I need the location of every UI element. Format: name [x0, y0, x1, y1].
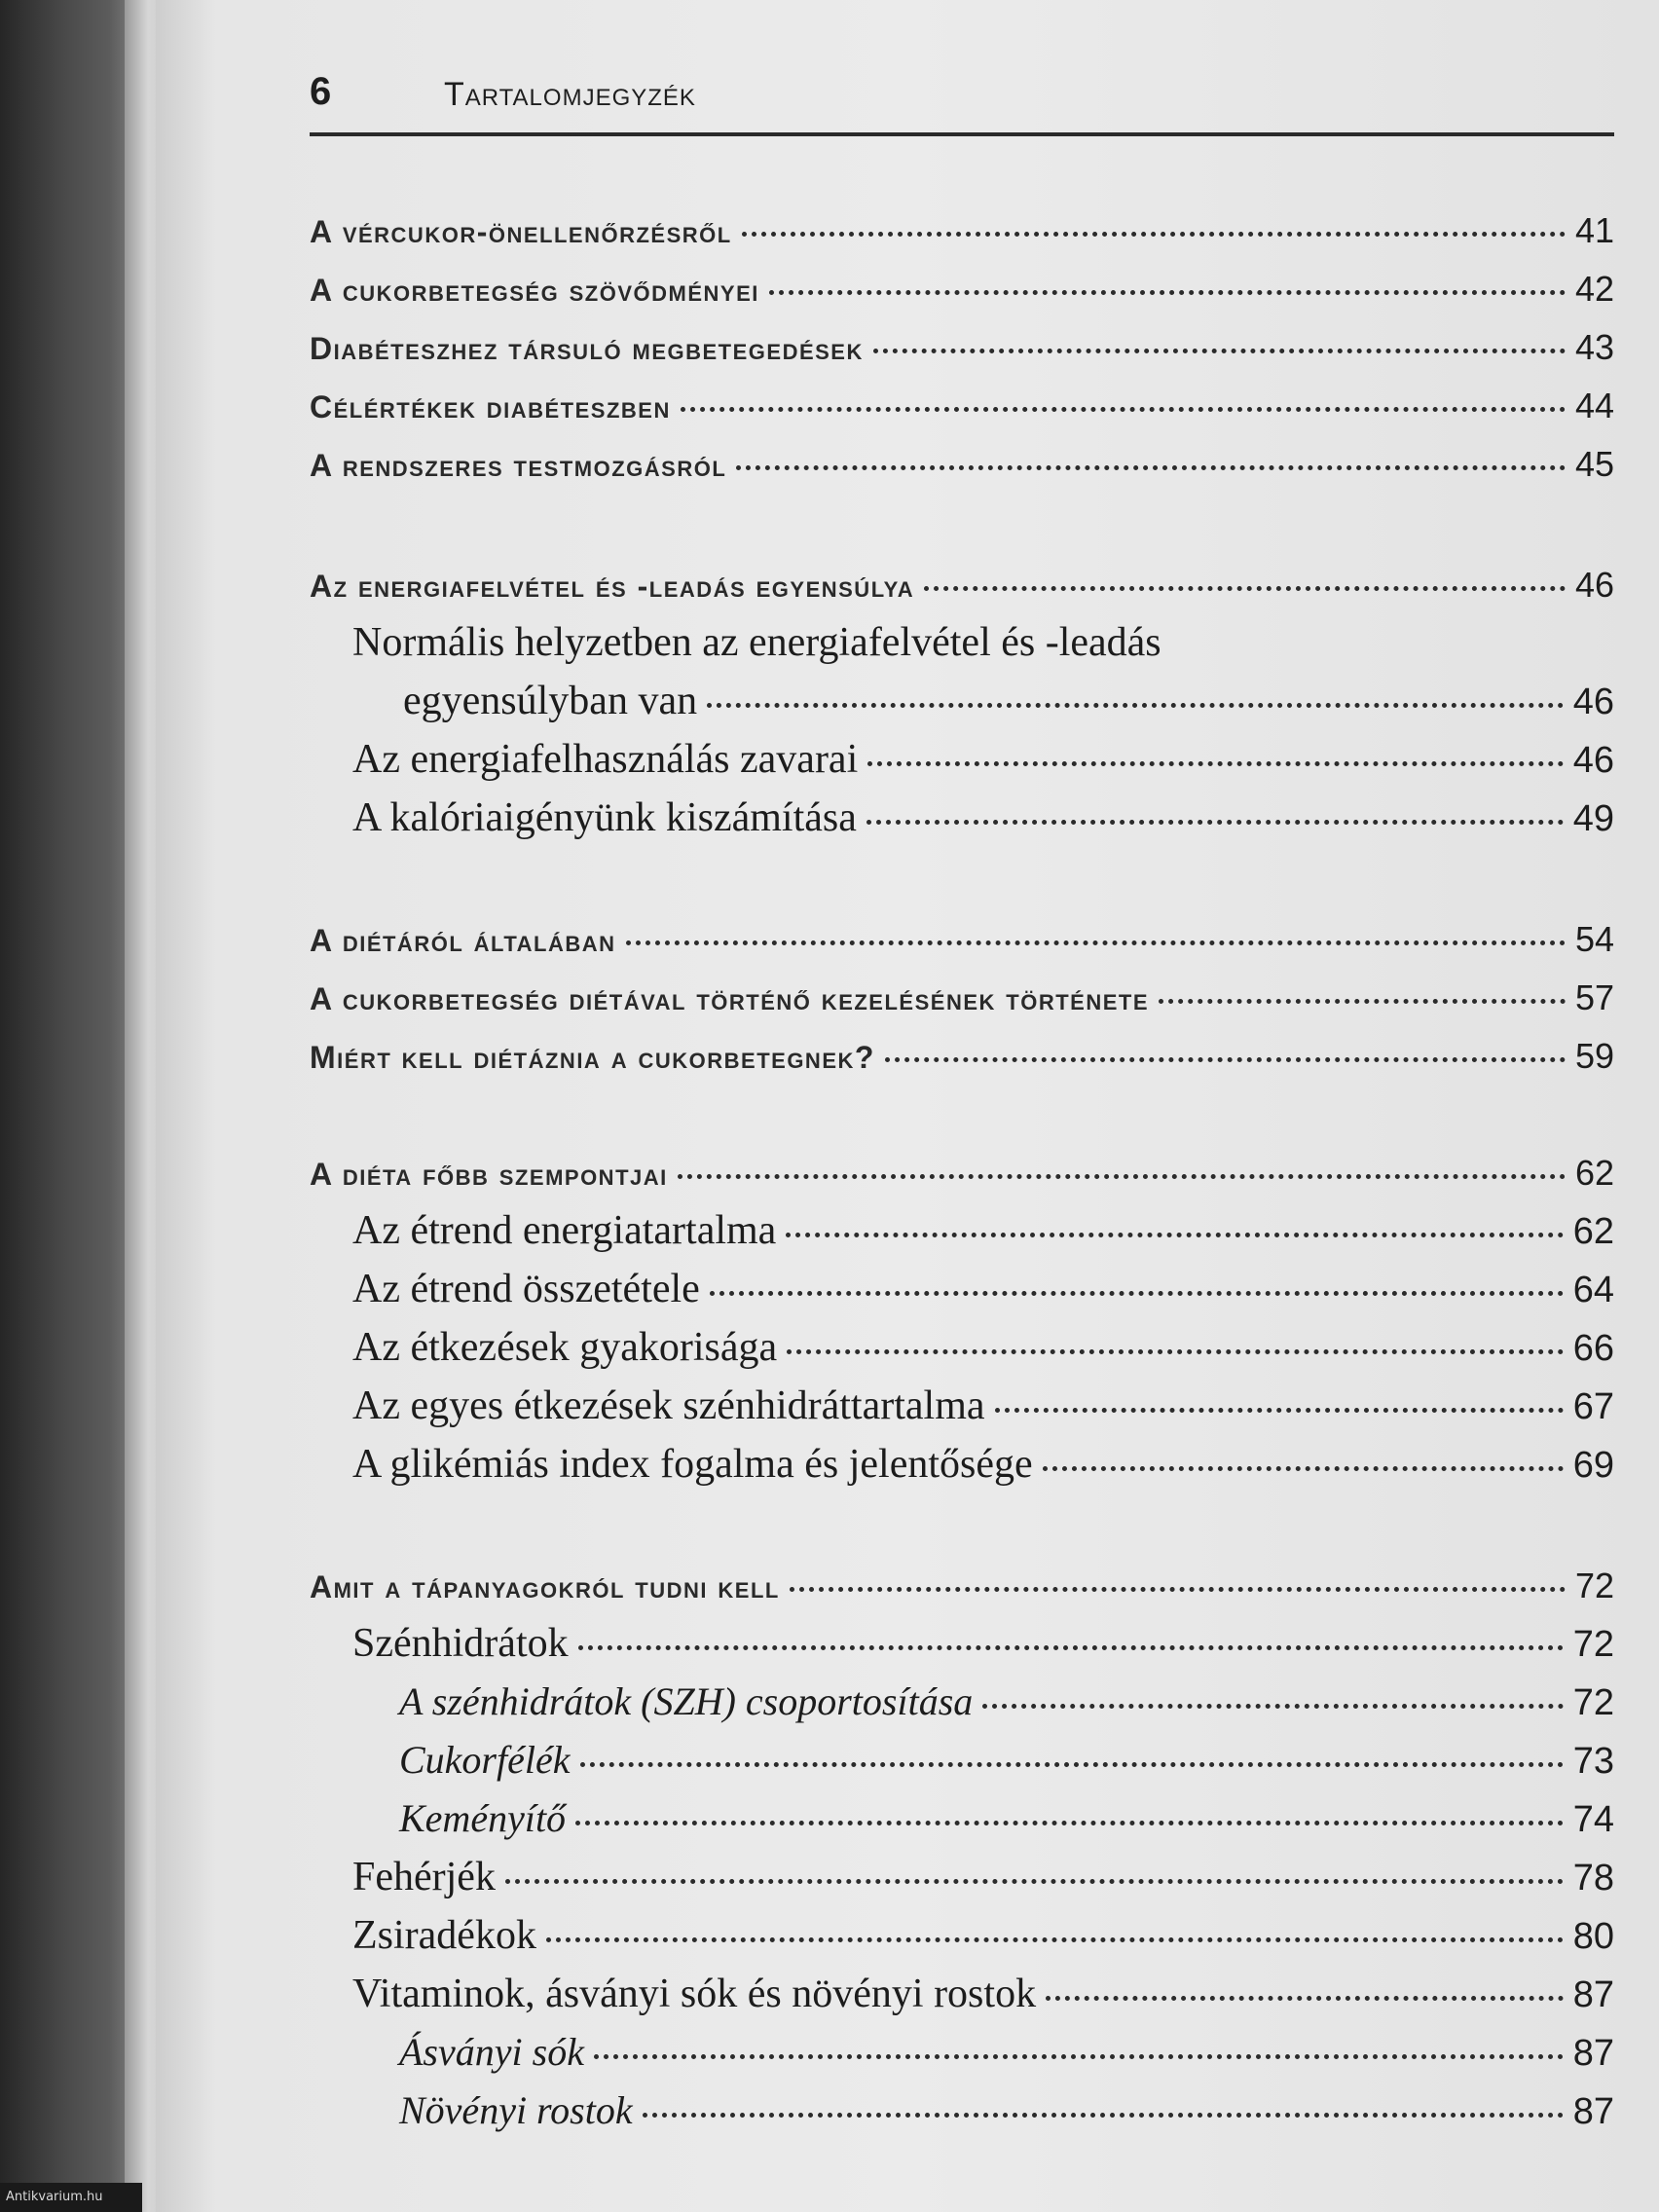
dot-leader	[873, 349, 1566, 353]
toc-entry-page: 49	[1572, 798, 1614, 839]
toc-entry	[352, 1620, 1614, 1667]
toc-entry	[399, 1737, 1614, 1783]
toc-entry-page: 69	[1572, 1445, 1614, 1486]
toc-entry-label: Az egyes étkezések szénhidráttartalma	[352, 1383, 985, 1428]
toc-entry-page: 72	[1574, 1566, 1614, 1605]
toc-entry-label: egyensúlyban van	[403, 679, 698, 723]
toc-entry	[310, 269, 1614, 310]
toc-entry-label: Amit a tápanyagokról tudni kell	[310, 1569, 780, 1604]
toc-entry	[399, 2029, 1614, 2075]
toc-entry-label: Szénhidrátok	[352, 1621, 569, 1666]
toc-entry	[310, 1566, 1614, 1606]
toc-entry-label: A diétáról általában	[310, 923, 616, 958]
toc-entry-label: A rendszeres testmozgásról	[310, 448, 727, 483]
toc-entry-page: 43	[1574, 327, 1614, 367]
dot-leader	[707, 703, 1564, 708]
dot-leader	[742, 232, 1566, 237]
toc-entry-page: 62	[1574, 1153, 1614, 1193]
dot-leader	[786, 1233, 1563, 1237]
toc-entry-page: 80	[1572, 1916, 1614, 1957]
dot-leader	[578, 1645, 1564, 1650]
toc-entry	[399, 1678, 1614, 1724]
toc-entry-label: Az étrend összetétele	[352, 1267, 700, 1311]
toc-entry-page: 73	[1572, 1741, 1614, 1782]
toc-entry	[310, 1153, 1614, 1194]
toc-entry-page: 42	[1574, 269, 1614, 309]
toc-entry-page: 41	[1574, 210, 1614, 250]
toc-entry	[310, 210, 1614, 251]
toc-entry-label: A diéta főbb szempontjai	[310, 1157, 668, 1192]
toc-entry-label: A glikémiás index fogalma és jelentősége	[352, 1442, 1033, 1487]
toc-entry-page: 78	[1572, 1858, 1614, 1899]
toc-entry	[352, 736, 1614, 783]
toc-entry	[352, 1441, 1614, 1488]
toc-entry-label: Miért kell diétáznia a cukorbetegnek?	[310, 1040, 875, 1075]
dot-leader	[681, 407, 1566, 412]
toc-entry	[352, 794, 1614, 841]
toc-entry	[310, 1036, 1614, 1077]
toc-entry-label: A cukorbetegség diétával történő kezelésének története	[310, 981, 1150, 1016]
toc-entry-label: Diabéteszhez társuló megbetegedések	[310, 331, 864, 366]
toc-entry	[399, 2087, 1614, 2133]
toc-entry	[352, 1324, 1614, 1371]
dot-leader	[866, 820, 1564, 825]
toc-entry-page: 62	[1572, 1211, 1614, 1252]
toc-entry-page: 67	[1572, 1386, 1614, 1427]
toc-entry-label: Célértékek diabéteszben	[310, 389, 671, 424]
dot-leader	[995, 1408, 1564, 1413]
toc-entry-page: 87	[1572, 1974, 1614, 2015]
dot-leader	[678, 1174, 1566, 1179]
toc-entry	[310, 327, 1614, 368]
toc-entry	[352, 1912, 1614, 1959]
dot-leader	[580, 1762, 1564, 1767]
dot-leader	[710, 1291, 1564, 1296]
toc-entry-page: 72	[1572, 1624, 1614, 1665]
dot-leader	[787, 1349, 1564, 1354]
page-header	[310, 70, 1614, 136]
toc-entry-page: 46	[1572, 740, 1614, 781]
dot-leader	[924, 586, 1566, 591]
dot-leader	[546, 1937, 1564, 1942]
toc-entry-page: 57	[1574, 977, 1614, 1017]
dot-leader	[1046, 1996, 1564, 2001]
toc-entry	[310, 977, 1614, 1018]
page-title: Tartalomjegyzék	[444, 76, 696, 113]
toc-entry-label: Az energiafelvétel és -leadás egyensúlya	[310, 569, 915, 604]
toc-entry-label: A vércukor-önellenőrzésről	[310, 214, 732, 249]
toc-entry-label: Ásványi sók	[399, 2030, 584, 2074]
page-number: 6	[310, 70, 332, 113]
toc-entry-page: 74	[1572, 1799, 1614, 1840]
toc-entry-page: 64	[1572, 1270, 1614, 1310]
toc-entry-label-line1: Normális helyzetben az energiafelvétel és -leadás	[352, 620, 1161, 665]
toc-entry-label: Az energiafelhasználás zavarai	[352, 737, 859, 782]
dot-leader	[736, 465, 1566, 470]
toc-entry-label: Zsiradékok	[352, 1913, 536, 1958]
dot-leader	[769, 290, 1566, 295]
dot-leader	[1043, 1466, 1564, 1471]
toc-entry-label: Cukorfélék	[399, 1738, 571, 1782]
toc-entry-page: 59	[1574, 1036, 1614, 1076]
toc-entry-label: Keményítő	[399, 1796, 567, 1840]
toc-entry	[352, 1207, 1614, 1254]
toc-entry-page: 45	[1574, 444, 1614, 484]
toc-entry	[352, 1854, 1614, 1900]
toc-entry-label: A kalóriaigényünk kiszámítása	[352, 795, 857, 840]
toc-entry-page: 66	[1572, 1328, 1614, 1369]
toc-entry	[310, 565, 1614, 606]
toc-entry	[352, 1266, 1614, 1312]
toc-entry	[352, 1382, 1614, 1429]
dot-leader	[626, 940, 1566, 945]
dot-leader	[1159, 999, 1566, 1004]
dot-leader	[982, 1704, 1563, 1709]
toc-entry-page: 87	[1572, 2033, 1614, 2074]
toc-entry	[399, 1795, 1614, 1841]
dot-leader	[790, 1587, 1566, 1592]
dot-leader	[575, 1821, 1564, 1825]
dot-leader	[594, 2054, 1564, 2059]
toc-entry-page: 72	[1572, 1682, 1614, 1723]
dot-leader	[867, 761, 1563, 766]
toc-entry-page: 87	[1572, 2091, 1614, 2132]
toc-entry-label: Az étrend energiatartalma	[352, 1208, 777, 1253]
watermark: Antikvarium.hu	[0, 2183, 142, 2212]
dot-leader	[643, 2113, 1564, 2118]
toc-entry-label: Fehérjék	[352, 1855, 496, 1899]
dot-leader	[505, 1879, 1564, 1884]
toc-entry	[403, 678, 1614, 724]
toc-entry	[352, 1971, 1614, 2017]
toc-entry-page: 46	[1572, 682, 1614, 722]
toc-entry-label: A cukorbetegség szövődményei	[310, 273, 759, 308]
toc-entry-label: A szénhidrátok (SZH) csoportosítása	[399, 1679, 974, 1723]
toc-entry	[310, 386, 1614, 426]
toc-entry-page: 54	[1574, 919, 1614, 959]
toc-entry	[310, 444, 1614, 485]
toc-entry-label: Vitaminok, ásványi sók és növényi rostok	[352, 1972, 1037, 2016]
toc-entry-page: 44	[1574, 386, 1614, 425]
toc-entry-label: Az étkezések gyakorisága	[352, 1325, 778, 1370]
toc-entry-label: Növényi rostok	[399, 2088, 633, 2132]
dot-leader	[885, 1057, 1566, 1062]
toc-entry-page: 46	[1574, 565, 1614, 605]
toc-entry	[310, 919, 1614, 960]
